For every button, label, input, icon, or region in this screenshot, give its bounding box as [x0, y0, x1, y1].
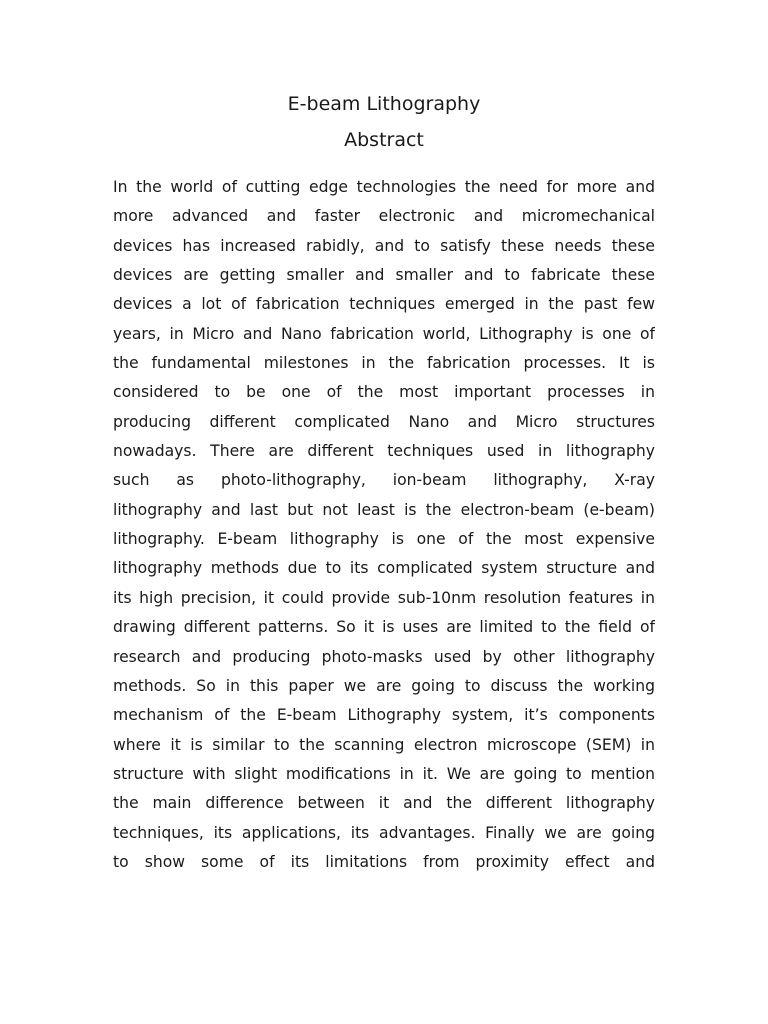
abstract-line: lithography. E-beam lithography is one of the most expensive	[113, 530, 655, 549]
abstract-line: lithography and last but not least is the electron-beam (e-beam)	[113, 500, 655, 519]
abstract-line: to show some of its limitations from proximity effect and	[113, 852, 655, 871]
abstract-line: producing different complicated Nano and Micro structures	[113, 412, 655, 431]
abstract-line: lithography methods due to its complicated system structure and	[113, 559, 655, 578]
abstract-line: considered to be one of the most important processes in	[113, 383, 655, 402]
abstract-line: the main difference between it and the different lithography	[113, 794, 655, 813]
abstract-line: devices has increased rabidly, and to satisfy these needs these	[113, 236, 655, 255]
abstract-line: In the world of cutting edge technologies the need for more and	[113, 178, 655, 196]
abstract-heading: Abstract	[344, 129, 424, 151]
document-title: E-beam Lithography	[287, 93, 481, 115]
abstract-line: its high precision, it could provide sub-10nm resolution features in	[113, 588, 655, 607]
abstract-line: where it is similar to the scanning electron microscope (SEM) in	[113, 735, 655, 754]
abstract-line: drawing different patterns. So it is uses are limited to the field of	[113, 618, 655, 637]
abstract-line: nowadays. There are different techniques used in lithography	[113, 442, 655, 461]
abstract-line: devices are getting smaller and smaller and to fabricate these	[113, 266, 655, 285]
abstract-line: research and producing photo-masks used by other lithography	[113, 647, 655, 666]
abstract-line: years, in Micro and Nano fabrication world, Lithography is one of	[113, 324, 655, 343]
abstract-paragraph	[113, 173, 655, 877]
abstract-line: devices a lot of fabrication techniques emerged in the past few	[113, 295, 655, 314]
abstract-line: such as photo-lithography, ion-beam lithography, X-ray	[113, 471, 655, 490]
abstract-line: mechanism of the E-beam Lithography system, it’s components	[113, 706, 655, 725]
abstract-line: more advanced and faster electronic and micromechanical	[113, 207, 655, 226]
abstract-line: structure with slight modifications in it. We are going to mention	[113, 764, 655, 783]
abstract-line: methods. So in this paper we are going to discuss the working	[113, 676, 655, 695]
abstract-line: techniques, its applications, its advantages. Finally we are going	[113, 823, 655, 842]
abstract-line: the fundamental milestones in the fabrication processes. It is	[113, 354, 655, 373]
